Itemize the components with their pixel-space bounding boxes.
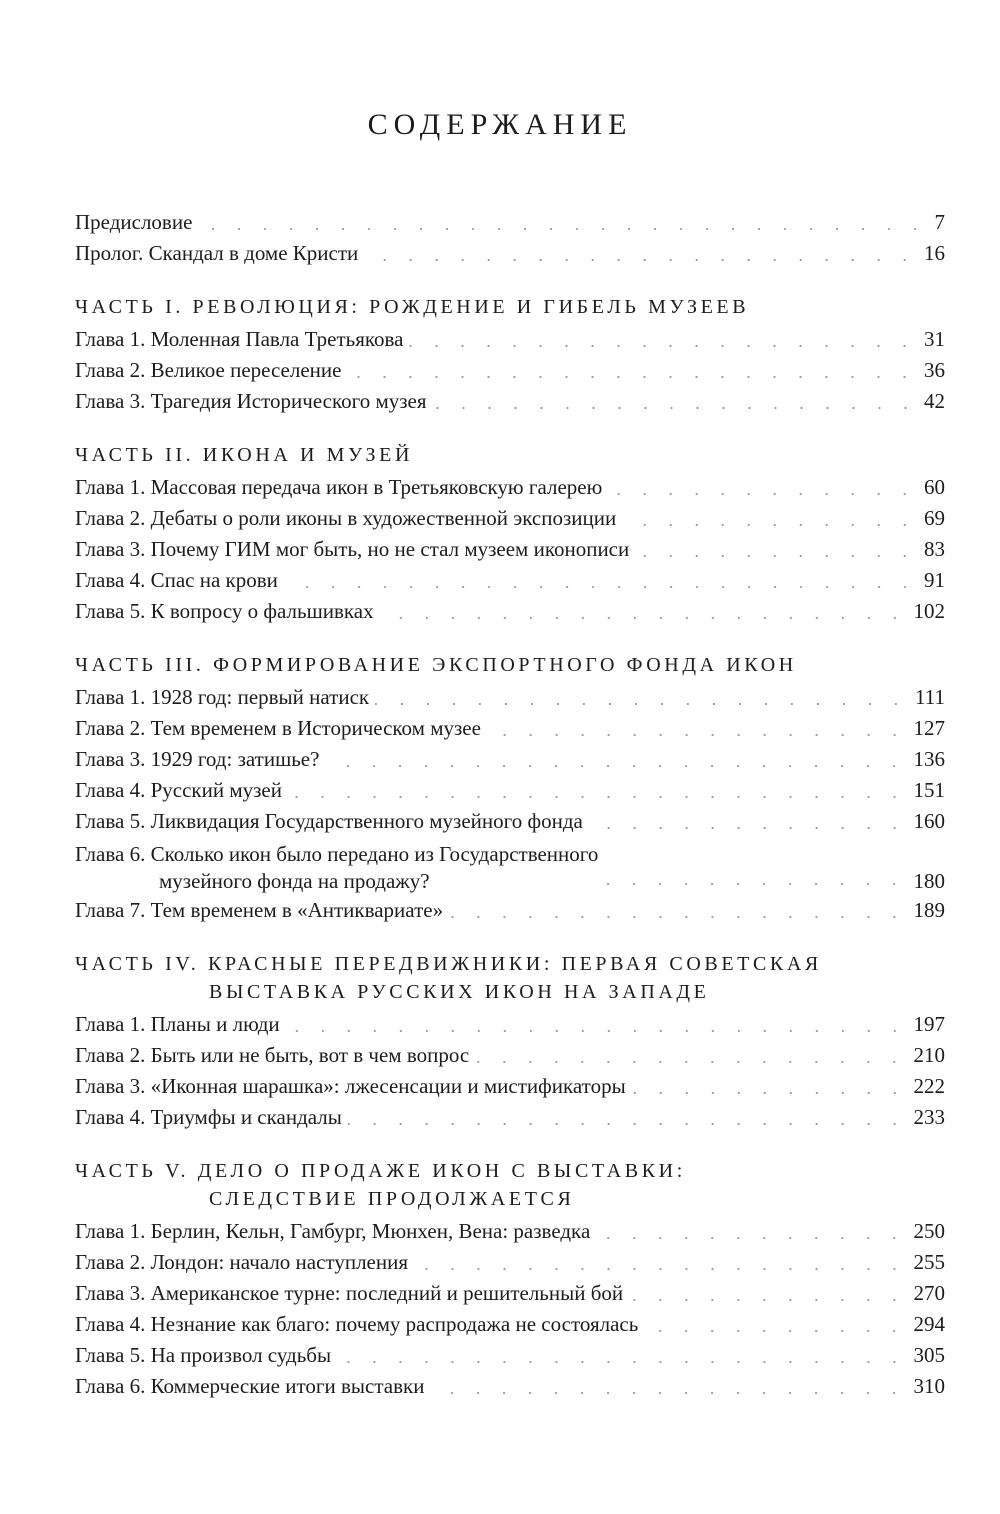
entry-label: Глава 1. Берлин, Кельн, Гамбург, Мюнхен, Вена: разведка bbox=[75, 1219, 591, 1243]
toc-entry[interactable] bbox=[75, 1216, 945, 1247]
entry-page: 7 bbox=[934, 210, 945, 234]
dot-leader bbox=[284, 585, 918, 589]
entry-label: Предисловие bbox=[75, 210, 193, 234]
entry-page: 160 bbox=[913, 809, 945, 833]
toc-entry[interactable] bbox=[75, 324, 945, 355]
toc-entry[interactable] bbox=[75, 1278, 945, 1309]
entry-page: 222 bbox=[913, 1074, 945, 1098]
entry-label: Глава 1. Планы и люди bbox=[75, 1012, 280, 1036]
toc-entry[interactable] bbox=[75, 1071, 945, 1102]
entry-label: Глава 2. Дебаты о роли иконы в художественной экспозиции bbox=[75, 506, 617, 530]
toc-entry[interactable] bbox=[75, 1009, 945, 1040]
entry-label: Глава 3. «Иконная шарашка»: лжесенсации и мистификаторы bbox=[75, 1074, 626, 1098]
dot-leader bbox=[589, 826, 908, 830]
toc-entry[interactable] bbox=[75, 355, 945, 386]
entry-label: Глава 7. Тем временем в «Антиквариате» bbox=[75, 898, 444, 922]
entry-label: Глава 1. Массовая передача икон в Третьяковскую галерею bbox=[75, 475, 603, 499]
entry-label: Глава 4. Русский музей bbox=[75, 778, 282, 802]
entry-label: Глава 3. Трагедия Исторического музея bbox=[75, 389, 427, 413]
entry-label: Глава 2. Великое переселение bbox=[75, 358, 342, 382]
dot-leader bbox=[487, 733, 908, 737]
toc-entry[interactable] bbox=[75, 534, 945, 565]
toc-entry[interactable] bbox=[75, 744, 945, 775]
entry-label: Глава 1. 1928 год: первый натиск bbox=[75, 685, 370, 709]
part-heading-2: ЧАСТЬ II. ИКОНА И МУЗЕЙ bbox=[75, 444, 414, 466]
dot-leader bbox=[325, 764, 907, 768]
toc-entry-prologue[interactable] bbox=[75, 238, 945, 269]
toc-entry[interactable] bbox=[75, 806, 945, 837]
dot-leader bbox=[348, 1122, 908, 1126]
dot-leader bbox=[286, 1029, 908, 1033]
entry-page: 294 bbox=[913, 1312, 945, 1336]
entry-page: 136 bbox=[913, 747, 945, 771]
entry-page: 197 bbox=[913, 1012, 945, 1036]
entry-label-line-1: Глава 6. Сколько икон было передано из Государственного bbox=[75, 842, 599, 866]
toc-entry[interactable] bbox=[75, 1371, 945, 1402]
entry-label: Глава 3. Американское турне: последний и решительный бой bbox=[75, 1281, 624, 1305]
dot-leader bbox=[604, 882, 907, 886]
dot-leader bbox=[629, 1298, 907, 1302]
entry-page: 102 bbox=[913, 599, 945, 623]
toc-entry[interactable] bbox=[75, 1247, 945, 1278]
toc-entry-preface[interactable] bbox=[75, 207, 945, 238]
dot-leader bbox=[414, 1267, 907, 1271]
entry-page: 127 bbox=[913, 716, 945, 740]
dot-leader bbox=[380, 616, 908, 620]
part-heading-5 bbox=[75, 1155, 945, 1216]
entry-label: Глава 4. Спас на крови bbox=[75, 568, 278, 592]
entry-label: Глава 2. Лондон: начало наступления bbox=[75, 1250, 409, 1274]
entry-page: 180 bbox=[913, 869, 945, 893]
dot-leader bbox=[644, 1329, 907, 1333]
dot-leader bbox=[632, 1091, 908, 1095]
entry-page: 310 bbox=[913, 1374, 945, 1398]
entry-page: 255 bbox=[913, 1250, 945, 1274]
part-heading-3: ЧАСТЬ III. ФОРМИРОВАНИЕ ЭКСПОРТНОГО ФОНДА ИКОН bbox=[75, 654, 797, 676]
dot-leader bbox=[635, 554, 918, 558]
entry-label-line-2: музейного фонда на продажу? bbox=[159, 869, 430, 893]
toc-entry[interactable] bbox=[75, 1102, 945, 1133]
entry-page: 151 bbox=[913, 778, 945, 802]
dot-leader bbox=[337, 1360, 907, 1364]
entry-page: 111 bbox=[915, 685, 945, 709]
toc-entry[interactable] bbox=[75, 682, 945, 713]
entry-page: 91 bbox=[924, 568, 945, 592]
entry-label: Глава 4. Триумфы и скандалы bbox=[75, 1105, 342, 1129]
entry-page: 31 bbox=[924, 327, 945, 351]
entry-page: 305 bbox=[913, 1343, 945, 1367]
dot-leader bbox=[608, 492, 918, 496]
entry-page: 189 bbox=[913, 898, 945, 922]
toc-entry[interactable] bbox=[75, 503, 945, 534]
dot-leader bbox=[433, 406, 918, 410]
toc-entry[interactable] bbox=[75, 596, 945, 627]
entry-page: 233 bbox=[913, 1105, 945, 1129]
entry-page: 210 bbox=[913, 1043, 945, 1067]
entry-label: Глава 5. К вопросу о фальшивках bbox=[75, 599, 374, 623]
dot-leader bbox=[596, 1236, 907, 1240]
dot-leader bbox=[198, 227, 928, 231]
entry-label bbox=[75, 841, 598, 895]
entry-page: 60 bbox=[924, 475, 945, 499]
table-of-contents bbox=[75, 207, 945, 1402]
entry-page: 36 bbox=[924, 358, 945, 382]
toc-entry[interactable] bbox=[75, 1340, 945, 1371]
dot-leader bbox=[430, 1391, 907, 1395]
entry-page: 42 bbox=[924, 389, 945, 413]
toc-entry[interactable] bbox=[75, 713, 945, 744]
toc-entry[interactable] bbox=[75, 775, 945, 806]
entry-label: Глава 5. На произвол судьбы bbox=[75, 1343, 332, 1367]
part-heading-line-1: ЧАСТЬ V. ДЕЛО О ПРОДАЖЕ ИКОН С ВЫСТАВКИ: bbox=[75, 1160, 686, 1182]
part-heading-line-1: ЧАСТЬ IV. КРАСНЫЕ ПЕРЕДВИЖНИКИ: ПЕРВАЯ СОВЕТСКАЯ bbox=[75, 953, 822, 975]
part-heading-1: ЧАСТЬ I. РЕВОЛЮЦИЯ: РОЖДЕНИЕ И ГИБЕЛЬ МУЗЕЕВ bbox=[75, 296, 750, 318]
entry-label: Глава 2. Тем временем в Историческом музее bbox=[75, 716, 481, 740]
entry-label: Глава 1. Моленная Павла Третьякова bbox=[75, 327, 404, 351]
entry-label: Глава 6. Коммерческие итоги выставки bbox=[75, 1374, 425, 1398]
entry-label: Глава 3. Почему ГИМ мог быть, но не стал музеем иконописи bbox=[75, 537, 630, 561]
toc-entry[interactable] bbox=[75, 565, 945, 596]
entry-label: Глава 4. Незнание как благо: почему распродажа не состоялась bbox=[75, 1312, 639, 1336]
entry-page: 250 bbox=[913, 1219, 945, 1243]
part-heading-4 bbox=[75, 948, 945, 1009]
part-heading-line-2: ВЫСТАВКА РУССКИХ ИКОН НА ЗАПАДЕ bbox=[209, 981, 710, 1003]
dot-leader bbox=[347, 375, 918, 379]
part-heading-line-2: СЛЕДСТВИЕ ПРОДОЛЖАЕТСЯ bbox=[209, 1188, 575, 1210]
page-title: СОДЕРЖАНИЕ bbox=[367, 108, 633, 142]
dot-leader bbox=[622, 523, 918, 527]
toc-entry[interactable] bbox=[75, 895, 945, 926]
dot-leader bbox=[475, 1060, 907, 1064]
dot-leader bbox=[409, 344, 918, 348]
entry-page: 270 bbox=[913, 1281, 945, 1305]
entry-label: Глава 3. 1929 год: затишье? bbox=[75, 747, 320, 771]
toc-entry[interactable] bbox=[75, 386, 945, 417]
dot-leader bbox=[288, 795, 908, 799]
toc-entry[interactable] bbox=[75, 1040, 945, 1071]
entry-label: Пролог. Скандал в доме Кристи bbox=[75, 241, 359, 265]
toc-entry[interactable] bbox=[75, 472, 945, 503]
dot-leader bbox=[449, 915, 907, 919]
toc-entry[interactable] bbox=[75, 1309, 945, 1340]
entry-page: 16 bbox=[924, 241, 945, 265]
dot-leader bbox=[375, 702, 909, 706]
entry-label: Глава 2. Быть или не быть, вот в чем вопрос bbox=[75, 1043, 470, 1067]
entry-page: 83 bbox=[924, 537, 945, 561]
dot-leader bbox=[364, 258, 918, 262]
toc-entry[interactable] bbox=[75, 837, 945, 895]
entry-page: 69 bbox=[924, 506, 945, 530]
entry-label: Глава 5. Ликвидация Государственного музейного фонда bbox=[75, 809, 583, 833]
